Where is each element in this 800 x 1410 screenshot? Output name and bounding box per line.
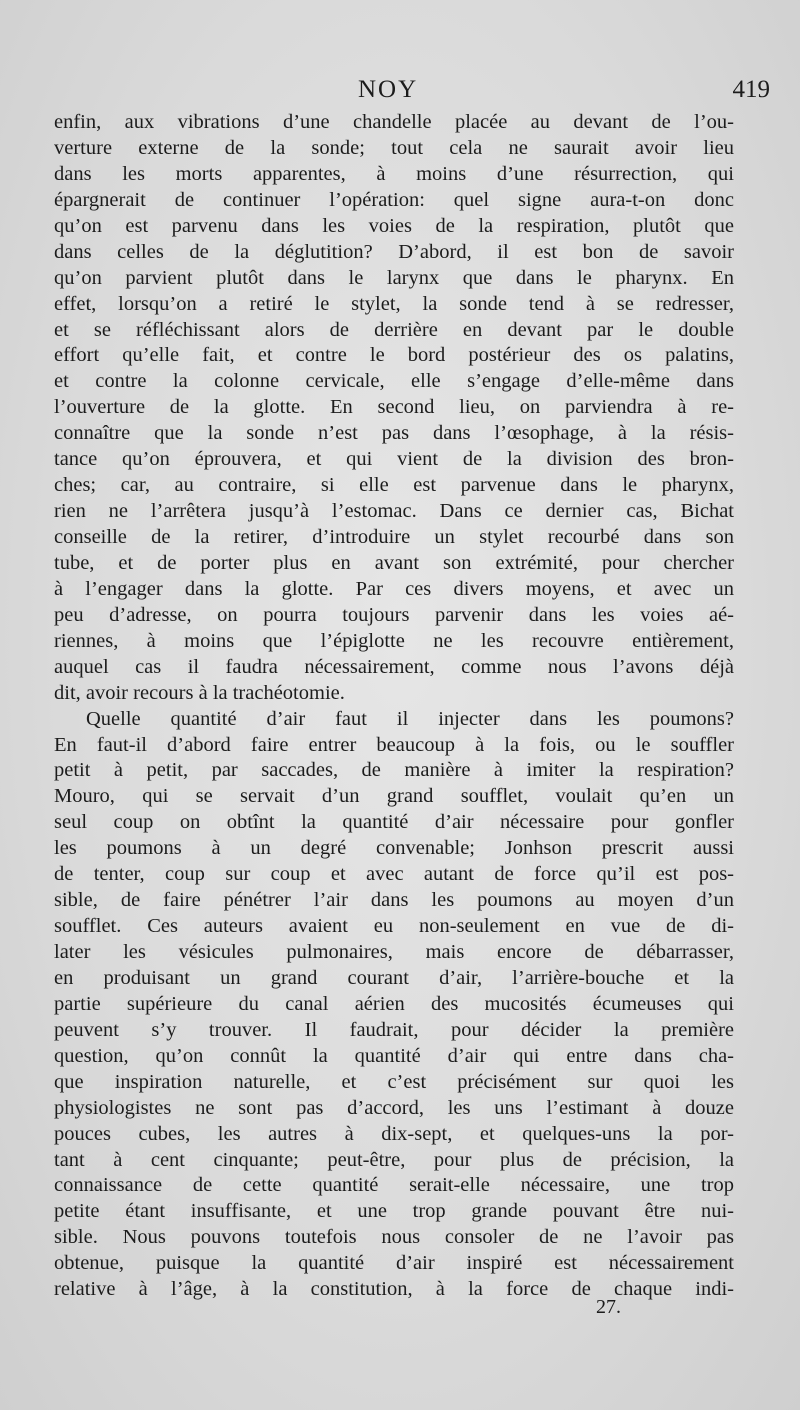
- text-line: question, qu’on connût la quantité d’air qui entre dans cha-: [54, 1044, 734, 1067]
- text-line: rien ne l’arrêtera jusqu’à l’estomac. Dans ce dernier cas, Bichat: [54, 500, 734, 523]
- text-line: effet, lorsqu’on a retiré le stylet, la sonde tend à se redresser,: [54, 292, 734, 315]
- text-line: physiologistes ne sont pas d’accord, les uns l’estimant à douze: [54, 1096, 734, 1119]
- text-line: en produisant un grand courant d’air, l’arrière-bouche et la: [54, 966, 734, 989]
- text-line: connaissance de cette quantité serait-elle nécessaire, une trop: [54, 1174, 734, 1197]
- text-line: verture externe de la sonde; tout cela ne saurait avoir lieu: [54, 136, 734, 159]
- text-line: à l’engager dans la glotte. Par ces divers moyens, et avec un: [54, 577, 734, 600]
- text-line: connaître que la sonde n’est pas dans l’œsophage, à la résis-: [54, 422, 734, 445]
- text-line: tube, et de porter plus en avant son extrémité, pour chercher: [54, 551, 734, 574]
- text-line: et se réfléchissant alors de derrière en devant par le double: [54, 318, 734, 341]
- text-line: later les vésicules pulmonaires, mais encore de débarrasser,: [54, 941, 734, 963]
- text-line: peu d’adresse, on pourra toujours parvenir dans les voies aé-: [54, 603, 734, 626]
- text-line: dans les morts apparentes, à moins d’une résurrection, qui: [54, 162, 734, 185]
- text-line: obtenue, puisque la quantité d’air inspiré est nécessairement: [54, 1252, 734, 1275]
- text-line: riennes, à moins que l’épiglotte ne les recouvre entièrement,: [54, 629, 734, 652]
- text-line: Mouro, qui se servait d’un grand soufflet, voulait qu’en un: [54, 785, 734, 808]
- text-line: enfin, aux vibrations d’une chandelle placée au devant de l’ou-: [54, 111, 734, 133]
- text-line: les poumons à un degré convenable; Jonhson prescrit aussi: [54, 837, 734, 860]
- text-line: ches; car, au contraire, si elle est parvenue dans le pharynx,: [54, 474, 734, 497]
- page-number: 419: [732, 76, 770, 103]
- text-line: auquel cas il faudra nécessairement, comme nous l’avons déjà: [54, 655, 734, 678]
- text-line: tance qu’on éprouvera, et qui vient de la division des bron-: [54, 448, 734, 471]
- running-head: [0, 76, 800, 110]
- text-line: En faut-il d’abord faire entrer beaucoup à la fois, ou le souffler: [54, 733, 734, 756]
- signature-mark: 27.: [596, 1296, 621, 1318]
- text-line: qu’on est parvenu dans les voies de la respiration, plutôt que: [54, 214, 734, 237]
- text-line: de tenter, coup sur coup et avec autant de force qu’il est pos-: [54, 863, 734, 886]
- text-line: effort qu’elle fait, et contre le bord postérieur des os palatins,: [54, 344, 734, 367]
- text-line: sible. Nous pouvons toutefois nous consoler de ne l’avoir pas: [54, 1226, 734, 1249]
- text-line: l’ouverture de la glotte. En second lieu, on parviendra à re-: [54, 396, 734, 419]
- text-line: dit, avoir recours à la trachéotomie.: [54, 681, 345, 704]
- text-line: pouces cubes, les autres à dix-sept, et quelques-uns la por-: [54, 1122, 734, 1145]
- text-line: seul coup on obtînt la quantité d’air nécessaire pour gonfler: [54, 811, 734, 834]
- text-line: tant à cent cinquante; peut-être, pour plus de précision, la: [54, 1148, 734, 1171]
- running-head-title: NOY: [358, 76, 419, 103]
- text-line: conseille de la retirer, d’introduire un stylet recourbé dans son: [54, 526, 734, 548]
- text-line: soufflet. Ces auteurs avaient eu non-seulement en vue de di-: [54, 915, 734, 938]
- text-line: partie supérieure du canal aérien des mucosités écumeuses qui: [54, 992, 734, 1015]
- text-line: petite étant insuffisante, et une trop grande pouvant être nui-: [54, 1200, 734, 1223]
- paragraph: [54, 707, 734, 1304]
- text-line: peuvent s’y trouver. Il faudrait, pour décider la première: [54, 1018, 734, 1041]
- text-line: dans celles de la déglutition? D’abord, il est bon de savoir: [54, 240, 734, 263]
- text-line: que inspiration naturelle, et c’est précisément sur quoi les: [54, 1070, 734, 1093]
- body-text: [54, 110, 734, 1303]
- text-line: et contre la colonne cervicale, elle s’engage d’elle-même dans: [54, 370, 734, 393]
- text-line: qu’on parvient plutôt dans le larynx que dans le pharynx. En: [54, 266, 734, 289]
- text-line: Quelle quantité d’air faut il injecter dans les poumons?: [86, 707, 734, 730]
- paragraph: [54, 110, 734, 707]
- text-line: relative à l’âge, à la constitution, à la force de chaque indi-: [54, 1278, 734, 1301]
- text-line: sible, de faire pénétrer l’air dans les poumons au moyen d’un: [54, 889, 734, 912]
- text-line: épargnerait de continuer l’opération: quel signe aura-t-on donc: [54, 188, 734, 211]
- text-line: petit à petit, par saccades, de manière à imiter la respiration?: [54, 759, 734, 782]
